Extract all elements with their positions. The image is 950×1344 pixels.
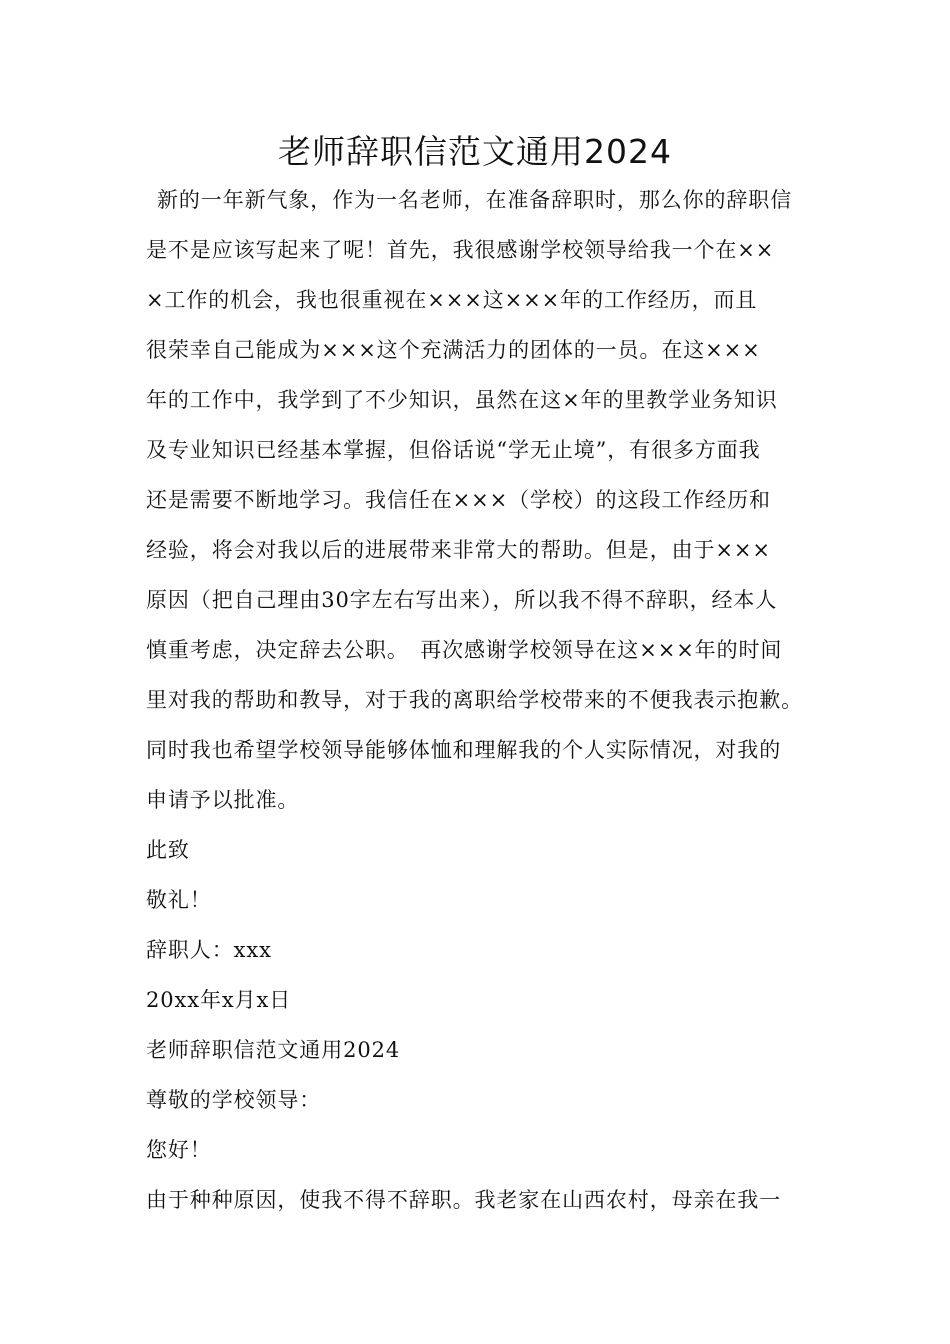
body-line: 原因（把自己理由30字左右写出来），所以我不得不辞职，经本人	[146, 588, 778, 612]
body-line: 新的一年新气象，作为一名老师，在准备辞职时，那么你的辞职信	[157, 188, 793, 212]
body-line: 申请予以批准。	[146, 788, 300, 812]
body-line: 年的工作中，我学到了不少知识，虽然在这×年的里教学业务知识	[146, 388, 778, 412]
greeting-recipient: 尊敬的学校领导：	[146, 1088, 322, 1112]
closing-regards: 敬礼！	[146, 888, 212, 912]
body-line: 同时我也希望学校领导能够体恤和理解我的个人实际情况，对我的	[146, 738, 782, 762]
body-line: 里对我的帮助和教导，对于我的离职给学校带来的不便我表示抱歉。	[146, 688, 803, 712]
body-line: 经验，将会对我以后的进展带来非常大的帮助。但是，由于×××	[146, 538, 771, 562]
document-title: 老师辞职信范文通用2024	[278, 132, 672, 171]
closing-salutation: 此致	[146, 838, 190, 862]
signature-line: 辞职人：xxx	[146, 938, 272, 962]
body-line: 很荣幸自己能成为×××这个充满活力的团体的一员。在这×××	[146, 338, 761, 362]
body-line: 是不是应该写起来了呢！首先，我很感谢学校领导给我一个在××	[146, 238, 775, 262]
document-body	[146, 180, 826, 1230]
greeting: 您好！	[146, 1138, 212, 1162]
body-line: 慎重考虑，决定辞去公职。 再次感谢学校领导在这×××年的时间	[146, 638, 783, 662]
body-line: 及专业知识已经基本掌握，但俗话说“学无止境”，有很多方面我	[146, 438, 761, 462]
body-line: 由于种种原因，使我不得不辞职。我老家在山西农村，母亲在我一	[146, 1188, 782, 1212]
section-heading: 老师辞职信范文通用2024	[146, 1038, 401, 1062]
body-line: ×工作的机会，我也很重视在×××这×××年的工作经历，而且	[146, 288, 758, 312]
date-line: 20xx年x月x日	[146, 988, 292, 1012]
body-line: 还是需要不断地学习。我信任在×××（学校）的这段工作经历和	[146, 488, 771, 512]
